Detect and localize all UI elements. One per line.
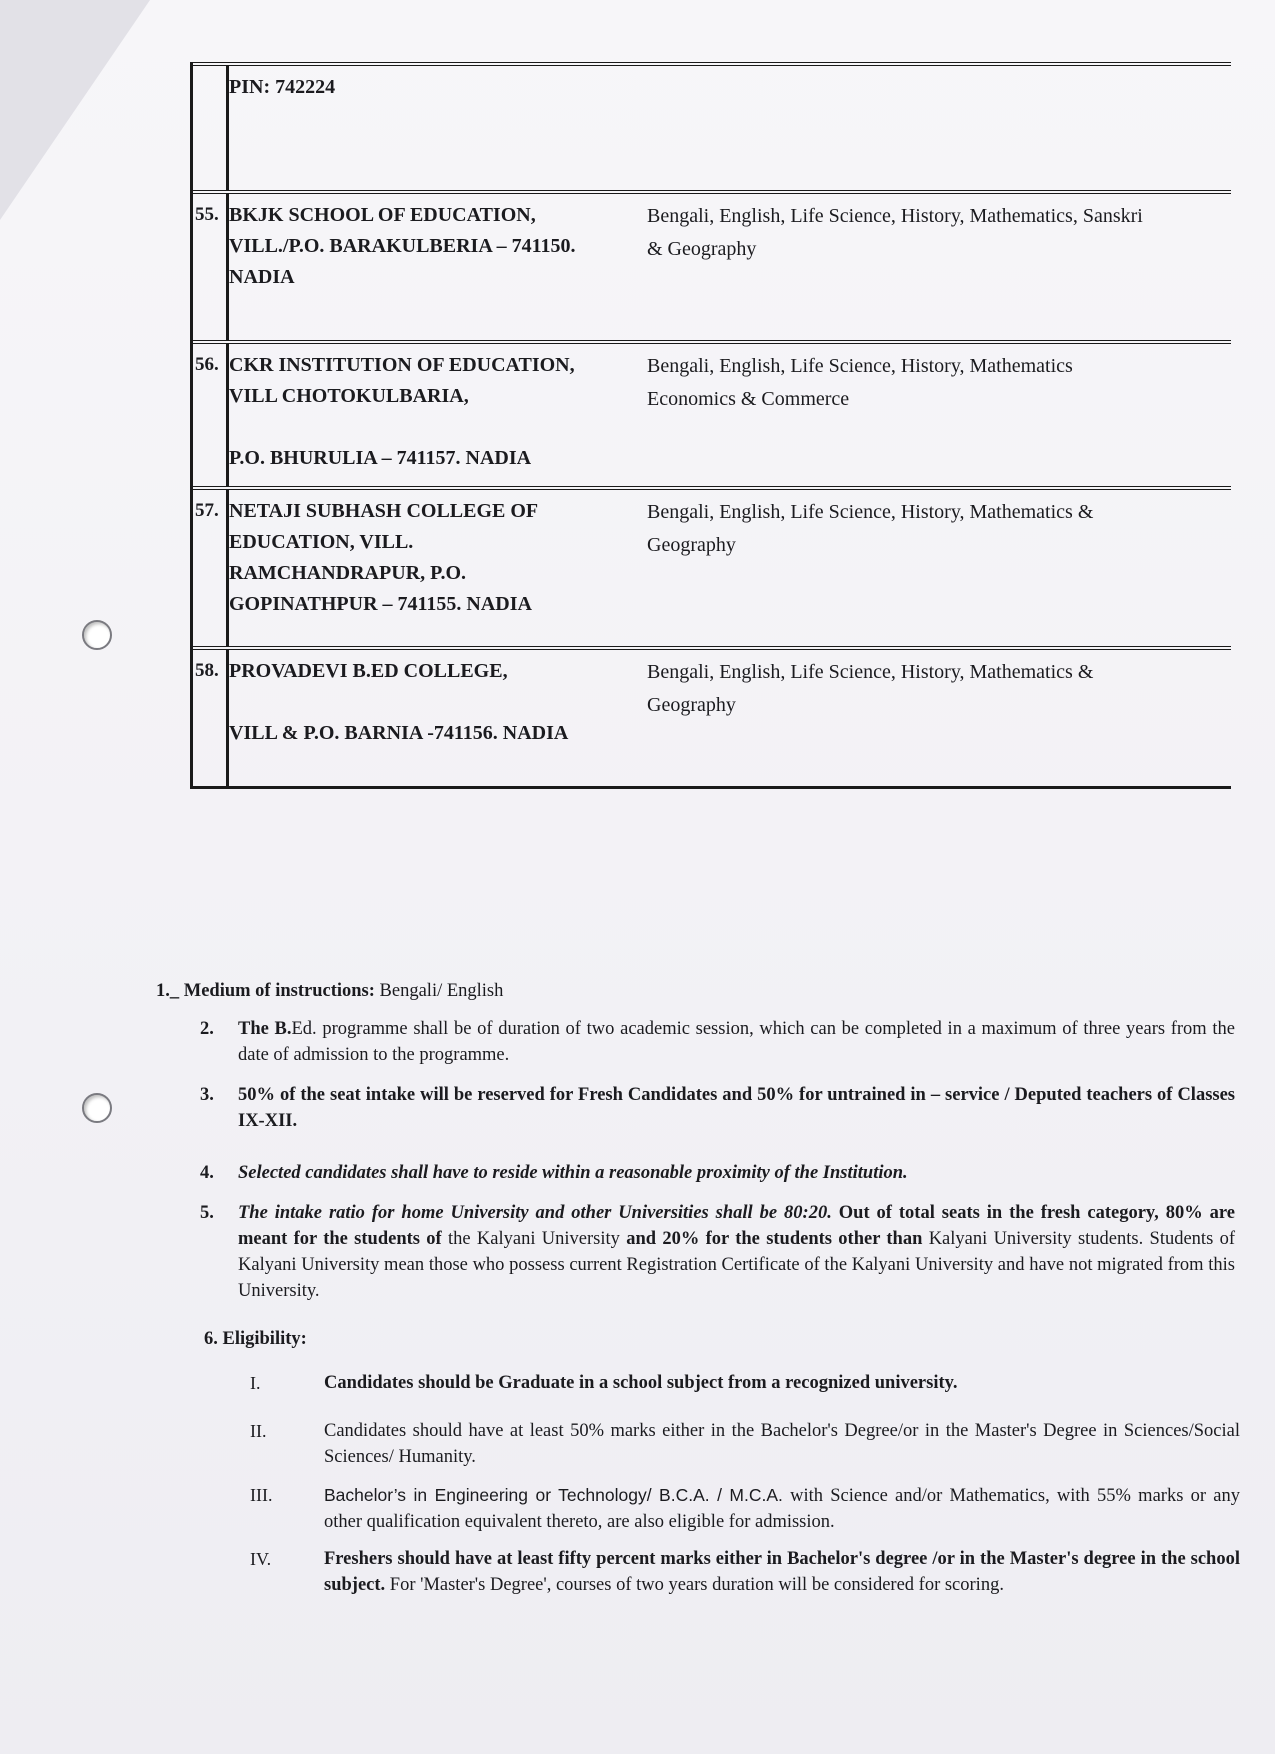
table-row: [193, 486, 1231, 646]
note-text: 50% of the seat intake will be reserved for Fresh Candidates and 50% for untrained in – service / Deputed teachers of Classes IX-XII.: [238, 1085, 1235, 1131]
institution-name: [229, 344, 647, 486]
note-bold: Out of total seats in the fresh category, 80% are meant for the students of: [238, 1203, 1236, 1249]
address-line: VILL CHOTOKULBARIA,: [229, 385, 469, 407]
roman-numeral: III.: [250, 1485, 273, 1505]
name-line: PROVADEVI B.ED COLLEGE,: [229, 660, 508, 682]
subjects: [647, 490, 1231, 646]
row-number: 58.: [193, 650, 229, 786]
address-line: VILL & P.O. BARNIA -741156. NADIA: [229, 722, 569, 744]
address-line: P.O. BHURULIA – 741157. NADIA: [229, 447, 532, 469]
note-item: [200, 1016, 1235, 1068]
eligibility-item: [250, 1418, 1240, 1470]
institution-name: [229, 66, 647, 190]
table-row: [193, 62, 1231, 190]
pin-code: PIN: 742224: [229, 76, 336, 98]
note-number: 2.: [200, 1019, 214, 1039]
note-text: Bengali/ English: [374, 981, 504, 1001]
district-line: NADIA: [229, 266, 295, 288]
eligibility-text: Candidates should have at least 50% marks either in the Bachelor's Degree/or in the Master's Degree in Sciences/Social Sciences/ Humanity.: [324, 1421, 1240, 1467]
line-spacer: [229, 412, 647, 443]
institution-name: [229, 194, 647, 340]
row-number: [193, 66, 229, 190]
table-row: [193, 190, 1231, 340]
subjects: [647, 344, 1231, 486]
note-italic: The intake ratio for home University and other Universities shall be 80:20.: [238, 1203, 832, 1223]
row-number: 56.: [193, 344, 229, 486]
subjects-line: Economics & Commerce: [647, 388, 850, 410]
note-number: 1._: [156, 981, 180, 1001]
roman-numeral: II.: [250, 1421, 267, 1441]
note-number: 3.: [200, 1085, 214, 1105]
note-item: [200, 1200, 1235, 1304]
name-line: EDUCATION, VILL.: [229, 531, 414, 553]
eligibility-item: [250, 1482, 1240, 1535]
note-text: [238, 1016, 1235, 1068]
subjects: [647, 650, 1231, 786]
note-item: [200, 1082, 1235, 1134]
eligibility-item: [250, 1370, 1240, 1396]
note-number: 4.: [200, 1163, 214, 1183]
subjects-line: Geography: [647, 694, 736, 716]
note-medium: [156, 978, 503, 1004]
eligibility-degree: Bachelor’s in Engineering or Technology/ B.C.A. / M.C.A.: [324, 1485, 783, 1505]
table-row: [193, 340, 1231, 486]
address-line: RAMCHANDRAPUR, P.O.: [229, 562, 467, 584]
subjects-line: Bengali, English, Life Science, History, Mathematics &: [647, 661, 1094, 683]
table-row: [193, 646, 1231, 786]
note-body: Ed. programme shall be of duration of two academic session, which can be completed in a maximum of three years from the date of admission to the programme.: [238, 1019, 1235, 1065]
eligibility-heading: [204, 1326, 1239, 1352]
note-bold: and 20% for the students other than: [619, 1229, 923, 1249]
subjects-line: Bengali, English, Life Science, History, Mathematics, Sanskri: [647, 205, 1143, 227]
subjects-line: Bengali, English, Life Science, History, Mathematics &: [647, 501, 1094, 523]
note-text: Selected candidates shall have to reside within a reasonable proximity of the Institution.: [238, 1163, 908, 1183]
subjects: [647, 66, 1231, 190]
note-item: [200, 1160, 1235, 1186]
address-line: GOPINATHPUR – 741155. NADIA: [229, 593, 532, 615]
folded-corner: [0, 0, 150, 220]
section-heading: 6. Eligibility:: [204, 1329, 307, 1349]
eligibility-body: with Science and/or Mathematics, with 55% marks or any other qualification equivalent thereto, are also eligible for admission.: [324, 1486, 1240, 1532]
name-line: CKR INSTITUTION OF EDUCATION,: [229, 354, 575, 376]
roman-numeral: IV.: [250, 1549, 272, 1569]
punch-hole-icon: [82, 620, 112, 650]
subjects: [647, 194, 1231, 340]
punch-hole-icon: [82, 1093, 112, 1123]
subjects-line: & Geography: [647, 238, 757, 260]
institution-name: [229, 490, 647, 646]
line-spacer: [229, 687, 647, 718]
institution-name: [229, 650, 647, 786]
name-line: BKJK SCHOOL OF EDUCATION,: [229, 204, 536, 226]
note-bold-lead: The B.: [238, 1019, 292, 1039]
subjects-line: Bengali, English, Life Science, History, Mathematics: [647, 355, 1073, 377]
note-plain: Kalyani University students. Students of Kalyani University mean those who possess current Registration Certificate of the Kalyani University and have not migrated from this University.: [238, 1229, 1235, 1301]
subjects-line: Geography: [647, 534, 736, 556]
roman-numeral: I.: [250, 1373, 261, 1393]
note-number: 5.: [200, 1203, 214, 1223]
row-number: 57.: [193, 490, 229, 646]
eligibility-body: For 'Master's Degree', courses of two years duration will be considered for scoring.: [385, 1575, 1004, 1595]
eligibility-text: Candidates should be Graduate in a school subject from a recognized university.: [324, 1373, 958, 1393]
name-line: NETAJI SUBHASH COLLEGE OF: [229, 500, 539, 522]
note-plain: the Kalyani University: [441, 1229, 620, 1249]
row-number: 55.: [193, 194, 229, 340]
institution-table: [190, 62, 1231, 789]
address-line: VILL./P.O. BARAKULBERIA – 741150.: [229, 235, 576, 257]
eligibility-bold: Freshers should have at least fifty percent marks either in Bachelor's degree /or in the Master's degree in the school subject.: [324, 1549, 1240, 1595]
eligibility-text: [324, 1546, 1240, 1598]
eligibility-text: [324, 1482, 1240, 1535]
eligibility-item: [250, 1546, 1240, 1598]
note-label: Medium of instructions:: [183, 981, 375, 1001]
note-text: [238, 1200, 1235, 1304]
